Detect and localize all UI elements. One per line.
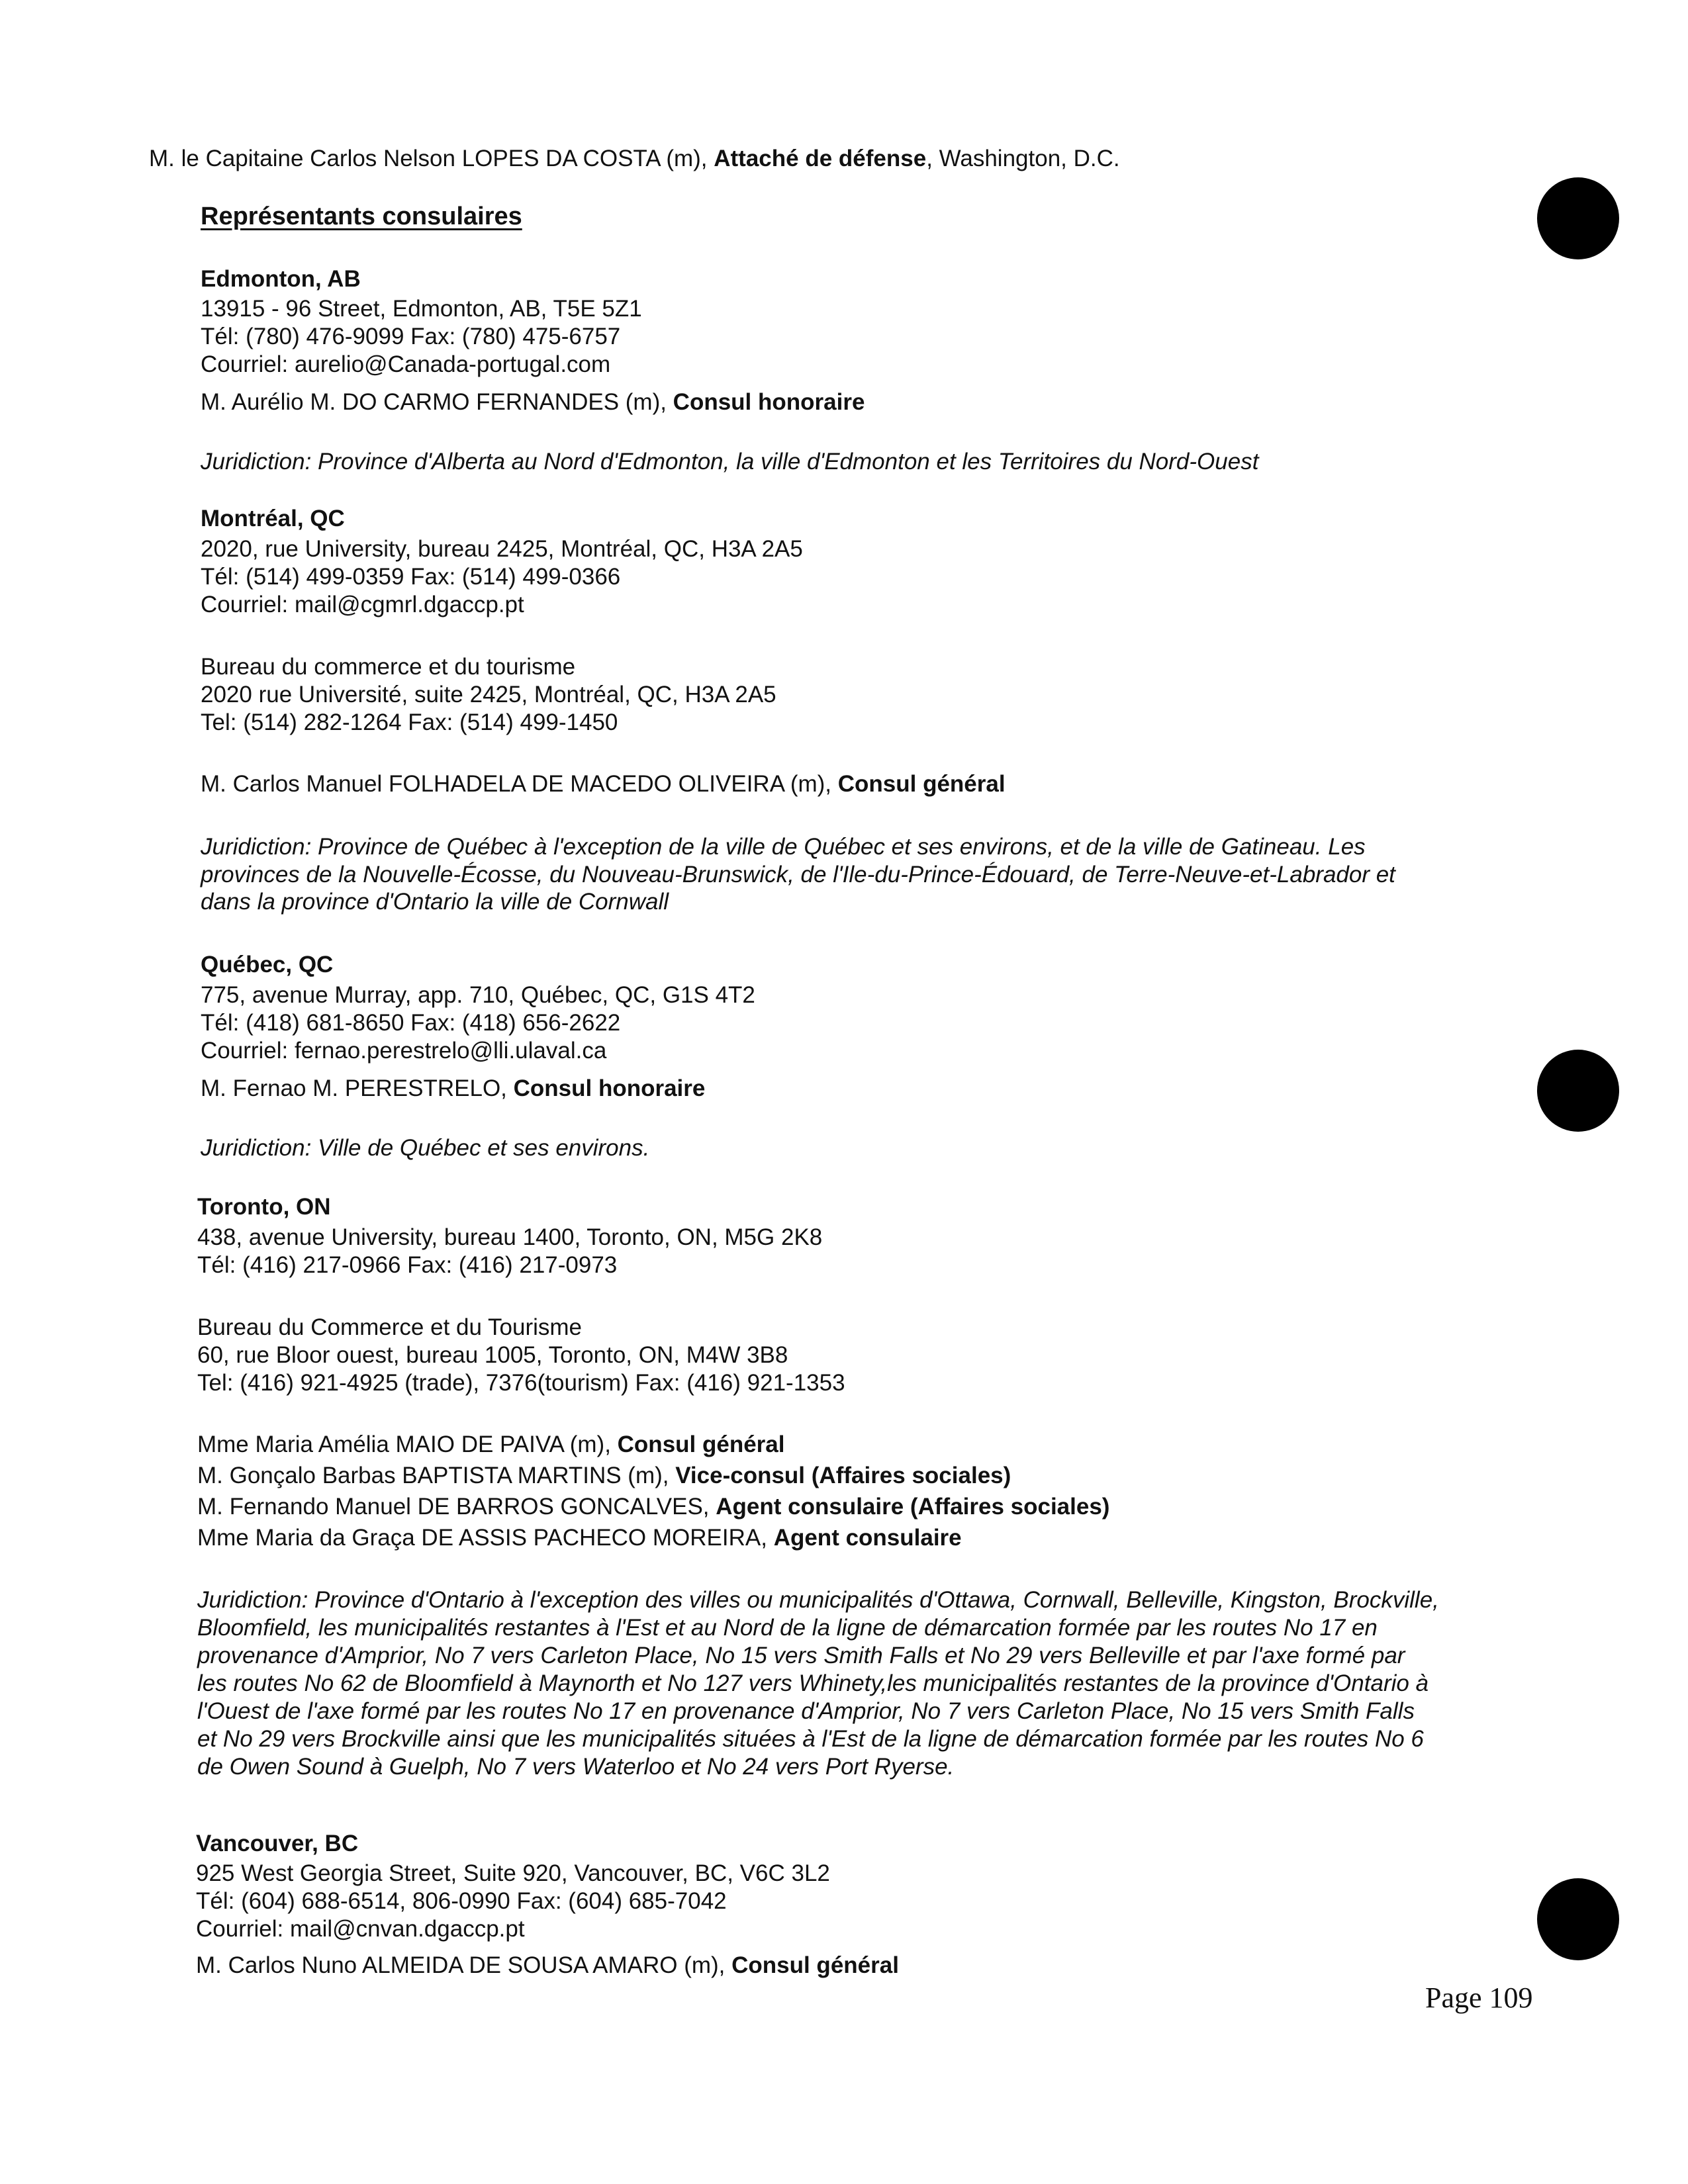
punch-hole-bottom	[1537, 1878, 1619, 1960]
montreal-phone: Tél: (514) 499-0359 Fax: (514) 499-0366	[201, 564, 621, 590]
rep-title: Consul général	[731, 1952, 899, 1978]
rep-name: M. Carlos Nuno ALMEIDA DE SOUSA AMARO (m),	[196, 1952, 732, 1978]
montreal-jurisdiction-line: dans la province d'Ontario la ville de Cornwall	[201, 889, 669, 915]
quebec-address: 775, avenue Murray, app. 710, Québec, QC, G1S 4T2	[201, 982, 755, 1008]
attache-name: M. le Capitaine Carlos Nelson LOPES DA COSTA (m),	[149, 146, 714, 171]
montreal-heading: Montréal, QC	[201, 506, 345, 531]
quebec-heading: Québec, QC	[201, 952, 334, 978]
punch-hole-top	[1537, 177, 1619, 259]
vancouver-representative	[196, 1954, 899, 1977]
toronto-representative	[197, 1526, 962, 1549]
rep-title: Agent consulaire (Affaires sociales)	[716, 1494, 1110, 1520]
quebec-email: Courriel: fernao.perestrelo@lli.ulaval.ca	[201, 1038, 607, 1064]
edmonton-heading: Edmonton, AB	[201, 266, 361, 292]
rep-title: Agent consulaire	[773, 1525, 962, 1551]
toronto-representative	[197, 1495, 1109, 1518]
toronto-office-address: 60, rue Bloor ouest, bureau 1005, Toronto, ON, M4W 3B8	[197, 1342, 788, 1368]
toronto-phone: Tél: (416) 217-0966 Fax: (416) 217-0973	[197, 1252, 618, 1278]
rep-title: Consul honoraire	[513, 1075, 706, 1101]
toronto-jurisdiction-line: Juridiction: Province d'Ontario à l'exception des villes ou municipalités d'Ottawa, Cornwall, Belleville, Kingston, Brockville,	[197, 1587, 1439, 1613]
toronto-jurisdiction-line: de Owen Sound à Guelph, No 7 vers Waterloo et No 24 vers Port Ryerse.	[197, 1754, 955, 1780]
rep-title: Consul honoraire	[673, 389, 865, 415]
toronto-representative	[197, 1464, 1011, 1487]
attache-line	[149, 147, 1120, 170]
quebec-jurisdiction: Juridiction: Ville de Québec et ses environs.	[201, 1135, 650, 1161]
toronto-address: 438, avenue University, bureau 1400, Toronto, ON, M5G 2K8	[197, 1224, 823, 1250]
edmonton-email: Courriel: aurelio@Canada-portugal.com	[201, 351, 611, 377]
toronto-representative	[197, 1433, 784, 1456]
vancouver-address: 925 West Georgia Street, Suite 920, Vancouver, BC, V6C 3L2	[196, 1860, 830, 1886]
montreal-jurisdiction-line: provinces de la Nouvelle-Écosse, du Nouveau-Brunswick, de l'Ile-du-Prince-Édouard, de Terre-Neuve-et-Labrador et	[201, 862, 1395, 887]
vancouver-email: Courriel: mail@cnvan.dgaccp.pt	[196, 1916, 525, 1942]
montreal-office-phone: Tel: (514) 282-1264 Fax: (514) 499-1450	[201, 709, 618, 735]
rep-name: M. Fernao M. PERESTRELO,	[201, 1075, 514, 1101]
edmonton-jurisdiction: Juridiction: Province d'Alberta au Nord d'Edmonton, la ville d'Edmonton et les Territoires du Nord-Ouest	[201, 449, 1259, 475]
toronto-office-phone: Tel: (416) 921-4925 (trade), 7376(tourism) Fax: (416) 921-1353	[197, 1370, 845, 1396]
rep-title: Consul général	[617, 1432, 785, 1457]
rep-name: M. Gonçalo Barbas BAPTISTA MARTINS (m),	[197, 1463, 676, 1488]
montreal-address: 2020, rue University, bureau 2425, Montréal, QC, H3A 2A5	[201, 536, 803, 562]
toronto-jurisdiction-line: Bloomfield, les municipalités restantes à l'Est et au Nord de la ligne de démarcation formée par les routes No 17 en	[197, 1615, 1378, 1641]
rep-name: M. Fernando Manuel DE BARROS GONCALVES,	[197, 1494, 716, 1520]
quebec-representative	[201, 1077, 705, 1100]
attache-location: , Washington, D.C.	[926, 146, 1120, 171]
punch-hole-middle	[1537, 1050, 1619, 1132]
rep-name: Mme Maria da Graça DE ASSIS PACHECO MOREIRA,	[197, 1525, 774, 1551]
edmonton-representative	[201, 390, 865, 414]
montreal-office-name: Bureau du commerce et du tourisme	[201, 654, 576, 680]
rep-name: Mme Maria Amélia MAIO DE PAIVA (m),	[197, 1432, 618, 1457]
edmonton-address: 13915 - 96 Street, Edmonton, AB, T5E 5Z1	[201, 296, 642, 322]
montreal-jurisdiction-line: Juridiction: Province de Québec à l'exception de la ville de Québec et ses environs, et de la ville de Gatineau. Les	[201, 834, 1366, 860]
section-title: Représentants consulaires	[201, 203, 522, 230]
montreal-email: Courriel: mail@cgmrl.dgaccp.pt	[201, 592, 524, 617]
rep-title: Consul général	[837, 771, 1006, 797]
montreal-office-address: 2020 rue Université, suite 2425, Montréal, QC, H3A 2A5	[201, 682, 776, 707]
toronto-jurisdiction-line: les routes No 62 de Bloomfield à Maynorth et No 127 vers Whinety,les municipalités restantes de la province d'Ontario à	[197, 1670, 1429, 1696]
toronto-office-name: Bureau du Commerce et du Tourisme	[197, 1314, 583, 1340]
toronto-jurisdiction-line: et No 29 vers Brockville ainsi que les municipalités situées à l'Est de la ligne de démarcation formée par les routes No 6	[197, 1726, 1424, 1752]
montreal-representative	[201, 772, 1006, 796]
quebec-phone: Tél: (418) 681-8650 Fax: (418) 656-2622	[201, 1010, 621, 1036]
page-number: Page 109	[1425, 1981, 1533, 2014]
toronto-jurisdiction-line: provenance d'Amprior, No 7 vers Carleton Place, No 15 vers Smith Falls et No 29 vers Belleville et par l'axe formé par	[197, 1643, 1405, 1668]
attache-title: Attaché de défense	[714, 146, 927, 171]
rep-name: M. Aurélio M. DO CARMO FERNANDES (m),	[201, 389, 673, 415]
toronto-heading: Toronto, ON	[197, 1194, 331, 1220]
vancouver-phone: Tél: (604) 688-6514, 806-0990 Fax: (604) 685-7042	[196, 1888, 727, 1914]
rep-name: M. Carlos Manuel FOLHADELA DE MACEDO OLIVEIRA (m),	[201, 771, 838, 797]
rep-title: Vice-consul (Affaires sociales)	[675, 1463, 1011, 1488]
toronto-jurisdiction-line: l'Ouest de l'axe formé par les routes No 17 en provenance d'Amprior, No 7 vers Carleton Place, No 15 vers Smith Falls	[197, 1698, 1415, 1724]
vancouver-heading: Vancouver, BC	[196, 1831, 359, 1856]
edmonton-phone: Tél: (780) 476-9099 Fax: (780) 475-6757	[201, 324, 621, 349]
